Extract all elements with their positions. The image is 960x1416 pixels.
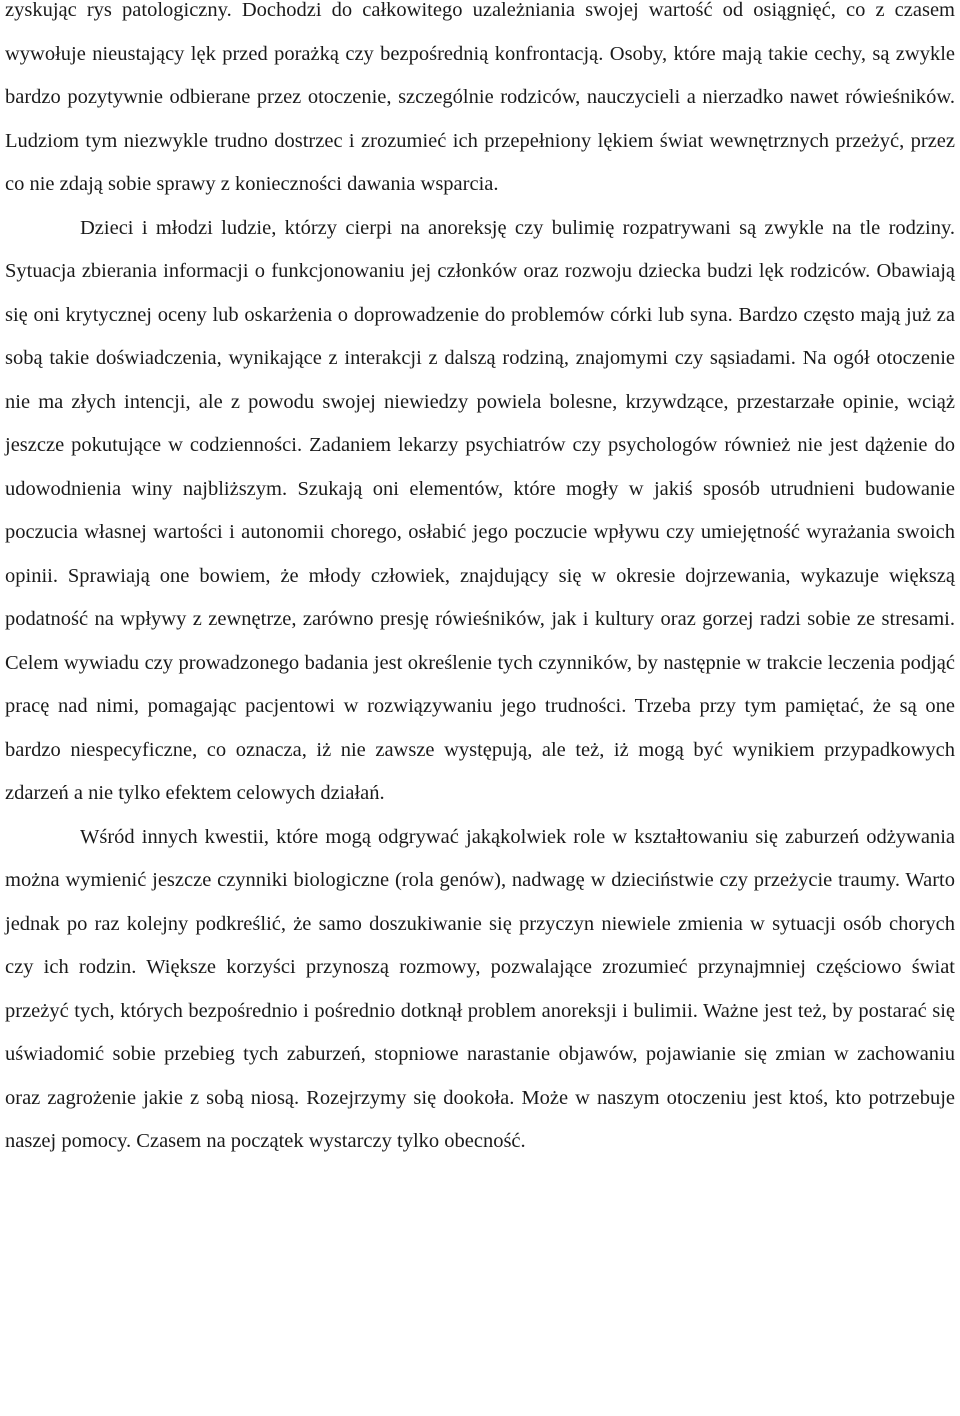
paragraph-2: Dzieci i młodzi ludzie, którzy cierpi na anoreksję czy bulimię rozpatrywani są zwykle na tle rodziny. Sytuacja zbierania informacji o funkcjonowaniu jej członków oraz rozwoju dziecka budzi lęk rodziców. Obawiają się oni krytycznej oceny lub oskarżenia o doprowadzenie do problemów córki lub syna. Bardzo często mają już za sobą takie doświadczenia, wynikające z interakcji z dalszą rodziną, znajomymi czy sąsiadami. Na ogół otoczenie nie ma złych intencji, ale z powodu swojej niewiedzy powiela bolesne, krzywdzące, przestarzałe opinie, wciąż jeszcze pokutujące w codzienności. Zadaniem lekarzy psychiatrów czy psychologów również nie jest dążenie do udowodnienia winy najbliższym. Szukają oni elementów, które mogły w jakiś sposób utrudnieni budowanie poczucia własnej wartości i autonomii chorego, osłabić jego poczucie wpływu czy umiejętność wyrażania swoich opinii. Sprawiają one bowiem, że młody człowiek, znajdujący się w okresie dojrzewania, wykazuje większą podatność na wpływy z zewnętrze, zarówno presję rówieśników, jak i kultury oraz gorzej radzi sobie ze stresami. Celem wywiadu czy prowadzonego badania jest określenie tych czynników, by następnie w trakcie leczenia podjąć pracę nad nimi, pomagając pacjentowi w rozwiązywaniu jego trudności. Trzeba przy tym pamiętać, że są one bardzo niespecyficzne, co oznacza, iż nie zawsze występują, ale też, iż mogą być wynikiem przypadkowych zdarzeń a nie tylko efektem celowych działań.	[5, 216, 955, 804]
paragraph-3: Wśród innych kwestii, które mogą odgrywać jakąkolwiek role w kształtowaniu się zaburzeń odżywania można wymienić jeszcze czynniki biologiczne (rola genów), nadwagę w dzieciństwie czy przeżycie traumy. Warto jednak po raz kolejny podkreślić, że samo doszukiwanie się przyczyn niewiele zmienia w sytuacji osób chorych czy ich rodzin. Większe korzyści przynoszą rozmowy, pozwalające zrozumieć przynajmniej częściowo świat przeżyć tych, których bezpośrednio i pośrednio dotknął problem anoreksji i bulimii. Ważne jest też, by postarać się uświadomić sobie przebieg tych zaburzeń, stopniowe narastanie objawów, pojawianie się zmian w zachowaniu oraz zagrożenie jakie z sobą niosą. Rozejrzymy się dookoła. Może w naszym otoczeniu jest ktoś, kto potrzebuje naszej pomocy. Czasem na początek wystarczy tylko obecność.	[5, 825, 955, 1152]
paragraph-1: zyskując rys patologiczny. Dochodzi do całkowitego uzależniania swojej wartość od osiągnięć, co z czasem wywołuje nieustający lęk przed porażką czy bezpośrednią konfrontacją. Osoby, które mają takie cechy, są zwykle bardzo pozytywnie odbierane przez otoczenie, szczególnie rodziców, nauczycieli a nierzadko nawet rówieśników. Ludziom tym niezwykle trudno dostrzec i zrozumieć ich przepełniony lękiem świat wewnętrznych przeżyć, przez co nie zdają sobie sprawy z konieczności dawania wsparcia.	[5, 0, 955, 195]
